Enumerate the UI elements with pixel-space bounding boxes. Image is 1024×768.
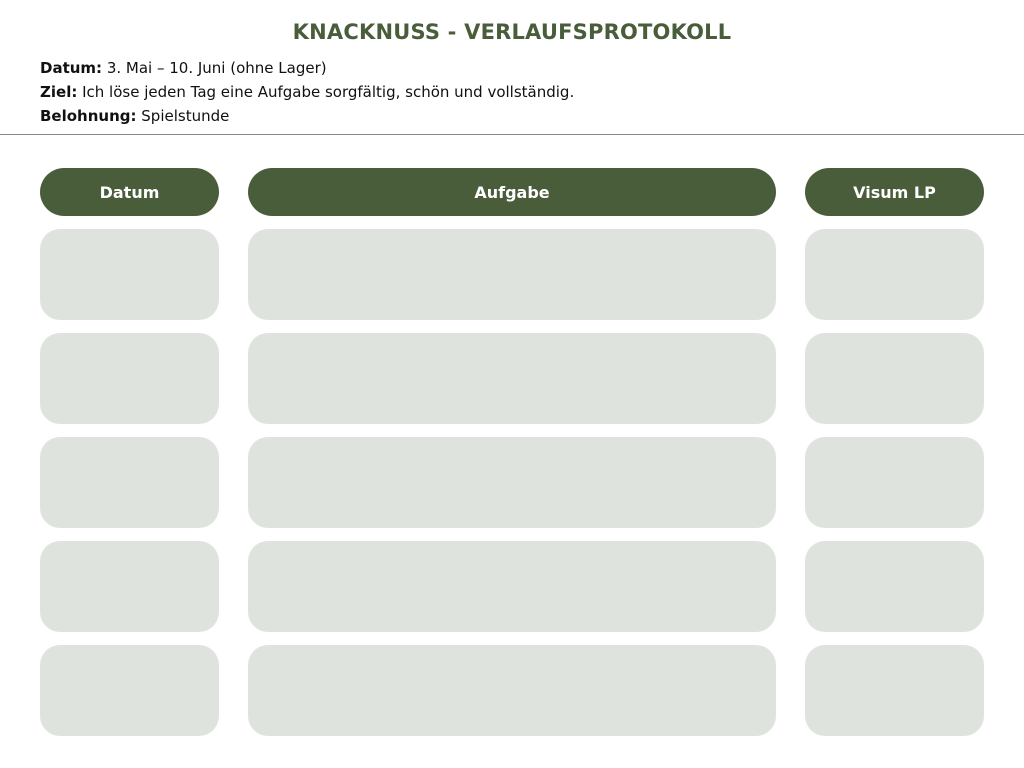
divider <box>0 134 1024 135</box>
info-belohnung-label: Belohnung: <box>40 107 137 125</box>
info-ziel <box>40 80 574 104</box>
info-ziel-value: Ich löse jeden Tag eine Aufgabe sorgfältig, schön und vollständig. <box>77 83 575 101</box>
row-1-visum-cell[interactable] <box>805 229 984 320</box>
info-block <box>40 56 574 128</box>
info-ziel-label: Ziel: <box>40 83 78 101</box>
column-header-datum: Datum <box>40 168 219 216</box>
row-1-datum-cell[interactable] <box>40 229 219 320</box>
row-1-aufgabe-cell[interactable] <box>248 229 776 320</box>
info-belohnung-value: Spielstunde <box>136 107 230 125</box>
row-5-datum-cell[interactable] <box>40 645 219 736</box>
row-2-datum-cell[interactable] <box>40 333 219 424</box>
row-5-aufgabe-cell[interactable] <box>248 645 776 736</box>
info-belohnung <box>40 104 574 128</box>
row-2-aufgabe-cell[interactable] <box>248 333 776 424</box>
row-3-datum-cell[interactable] <box>40 437 219 528</box>
info-datum <box>40 56 574 80</box>
info-datum-label: Datum: <box>40 59 103 77</box>
page-title: KNACKNUSS - VERLAUFSPROTOKOLL <box>292 20 732 44</box>
row-4-aufgabe-cell[interactable] <box>248 541 776 632</box>
column-header-aufgabe: Aufgabe <box>248 168 776 216</box>
column-header-visum: Visum LP <box>805 168 984 216</box>
row-2-visum-cell[interactable] <box>805 333 984 424</box>
row-5-visum-cell[interactable] <box>805 645 984 736</box>
row-4-datum-cell[interactable] <box>40 541 219 632</box>
row-4-visum-cell[interactable] <box>805 541 984 632</box>
row-3-visum-cell[interactable] <box>805 437 984 528</box>
row-3-aufgabe-cell[interactable] <box>248 437 776 528</box>
info-datum-value: 3. Mai – 10. Juni (ohne Lager) <box>102 59 327 77</box>
